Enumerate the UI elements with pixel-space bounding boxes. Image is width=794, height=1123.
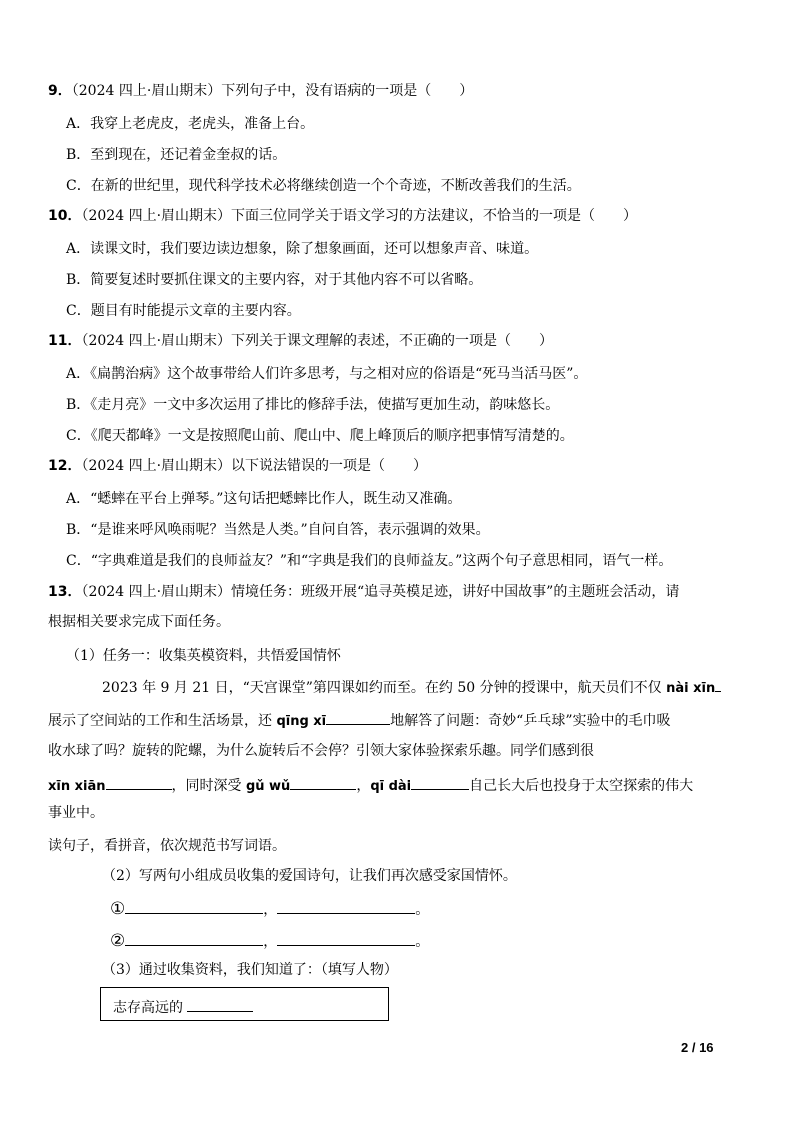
q12-option-a: A．“蟋蟀在平台上弹琴。”这句话把蟋蟀比作人，既生动又准确。: [66, 491, 462, 507]
passage-text: 2023 年 9 月 21 日，“天宫课堂”第四课如约而至。在约 50 分钟的授课中，航天员们不仅: [102, 680, 662, 696]
question-10-stem: [48, 206, 637, 226]
question-text: 下列句子中，没有语病的一项是（ ）: [221, 83, 474, 99]
poem-2-blank-a[interactable]: [125, 930, 263, 946]
q11-option-b: B．《走月亮》一文中多次运用了排比的修辞手法，使描写更加生动，韵味悠长。: [66, 397, 560, 413]
page-number: 2 / 16: [681, 1040, 714, 1055]
question-source: （2024 四上·眉山期末）: [81, 584, 232, 600]
passage-line-2: [48, 709, 670, 732]
pinyin-naixin: nài xīn: [666, 681, 716, 696]
passage-text: 地解答了问题：奇妙“乒乓球”实验中的毛巾吸: [390, 713, 671, 729]
pinyin-guwu: gǔ wǔ: [245, 779, 291, 794]
q12-option-b: B．“是谁来呼风唤雨呢？当然是人类。”自问自答，表示强调的效果。: [66, 522, 490, 538]
q10-option-b: B．简要复述时要抓住课文的主要内容，对于其他内容不可以省略。: [66, 272, 483, 288]
period: 。: [415, 902, 430, 918]
blank-guwu[interactable]: [290, 774, 356, 790]
q11-option-a: A．《扁鹊治病》这个故事带给人们许多思考，与之相对应的俗语是“死马当活马医”。: [66, 366, 588, 382]
task-3-heading: （3）通过收集资料，我们知道了：（填写人物）: [102, 962, 398, 978]
q11-option-c: C．《爬天都峰》一文是按照爬山前、爬山中、爬上峰顶后的顺序把事情写清楚的。: [66, 428, 574, 444]
period: 。: [415, 934, 430, 950]
poem-1-blank-b[interactable]: [277, 898, 415, 914]
circled-number-2: ②: [110, 931, 126, 951]
poem-line-1: [110, 898, 429, 920]
blank-naixin[interactable]: [715, 676, 721, 692]
q10-option-c: C．题目有时能提示文章的主要内容。: [66, 303, 301, 319]
comma: ，: [263, 902, 278, 918]
question-text: 情境任务：班级开展“追寻英模足迹，讲好中国故事”的主题班会活动，请: [231, 584, 680, 600]
passage-line-1: [102, 676, 721, 699]
question-source: （2024 四上·眉山期末）: [81, 333, 232, 349]
task-1-heading: （1）任务一：收集英模资料，共悟爱国情怀: [66, 648, 341, 664]
blank-qidai[interactable]: [411, 774, 469, 790]
question-source: （2024 四上·眉山期末）: [81, 208, 232, 224]
q9-option-c: C．在新的世纪里，现代科学技术必将继续创造一个个奇迹，不断改善我们的生活。: [66, 178, 581, 194]
comma: ，: [263, 934, 278, 950]
pinyin-qingxi: qīng xī: [276, 714, 327, 729]
answer-box: [100, 987, 389, 1021]
question-text: 下列关于课文理解的表述，不正确的一项是（ ）: [231, 333, 554, 349]
question-12-stem: [48, 456, 427, 476]
passage-text: 展示了空间站的工作和生活场景，还: [48, 713, 272, 729]
pinyin-xinxian: xīn xiān: [48, 779, 106, 794]
passage-text: ，: [356, 778, 371, 794]
question-source: （2024 四上·眉山期末）: [81, 458, 232, 474]
poem-line-2: [110, 930, 429, 952]
passage-line-5: 事业中。: [48, 805, 104, 821]
poem-2-blank-b[interactable]: [277, 930, 415, 946]
question-number: 9．: [48, 83, 72, 99]
circled-number-1: ①: [110, 899, 126, 919]
question-text: 下面三位同学关于语文学习的方法建议，不恰当的一项是（ ）: [231, 208, 638, 224]
q9-option-a: A．我穿上老虎皮，老虎头，准备上台。: [66, 116, 315, 132]
question-number: 11．: [48, 333, 82, 349]
passage-text: ，同时深受: [171, 778, 242, 794]
answer-box-content: [113, 996, 253, 1017]
q10-option-a: A．读课文时，我们要边读边想象，除了想象画面，还可以想象声音、味道。: [66, 241, 539, 257]
answer-box-label: 志存高远的: [113, 1000, 183, 1016]
task-2-heading: （2）写两句小组成员收集的爱国诗句，让我们再次感受家国情怀。: [102, 868, 517, 884]
q12-option-c: C．“字典难道是我们的良师益友？”和“字典是我们的良师益友。”这两个句子意思相同，语气一样。: [66, 553, 673, 569]
passage-line-3: 收水球了吗？旋转的陀螺，为什么旋转后不会停？引领大家体验探索乐趣。同学们感到很: [48, 743, 594, 759]
question-13-stem-cont: 根据相关要求完成下面任务。: [48, 614, 230, 630]
q9-option-b: B．至到现在，还记着金奎叔的话。: [66, 147, 287, 163]
blank-qingxi[interactable]: [326, 709, 390, 725]
question-number: 12．: [48, 458, 82, 474]
passage-line-4: [48, 774, 693, 797]
blank-xinxian[interactable]: [106, 774, 172, 790]
question-13-stem: [48, 582, 679, 602]
question-number: 10．: [48, 208, 82, 224]
instruction-text: 读句子，看拼音，依次规范书写词语。: [48, 838, 286, 854]
answer-box-blank[interactable]: [187, 996, 253, 1012]
passage-text: 自己长大后也投身于太空探索的伟大: [469, 778, 694, 794]
poem-1-blank-a[interactable]: [125, 898, 263, 914]
question-9-stem: [48, 81, 473, 101]
question-source: （2024 四上·眉山期末）: [71, 83, 222, 99]
question-text: 以下说法错误的一项是（ ）: [231, 458, 428, 474]
pinyin-qidai: qī dài: [370, 779, 412, 794]
question-number: 13．: [48, 584, 82, 600]
question-11-stem: [48, 331, 553, 351]
